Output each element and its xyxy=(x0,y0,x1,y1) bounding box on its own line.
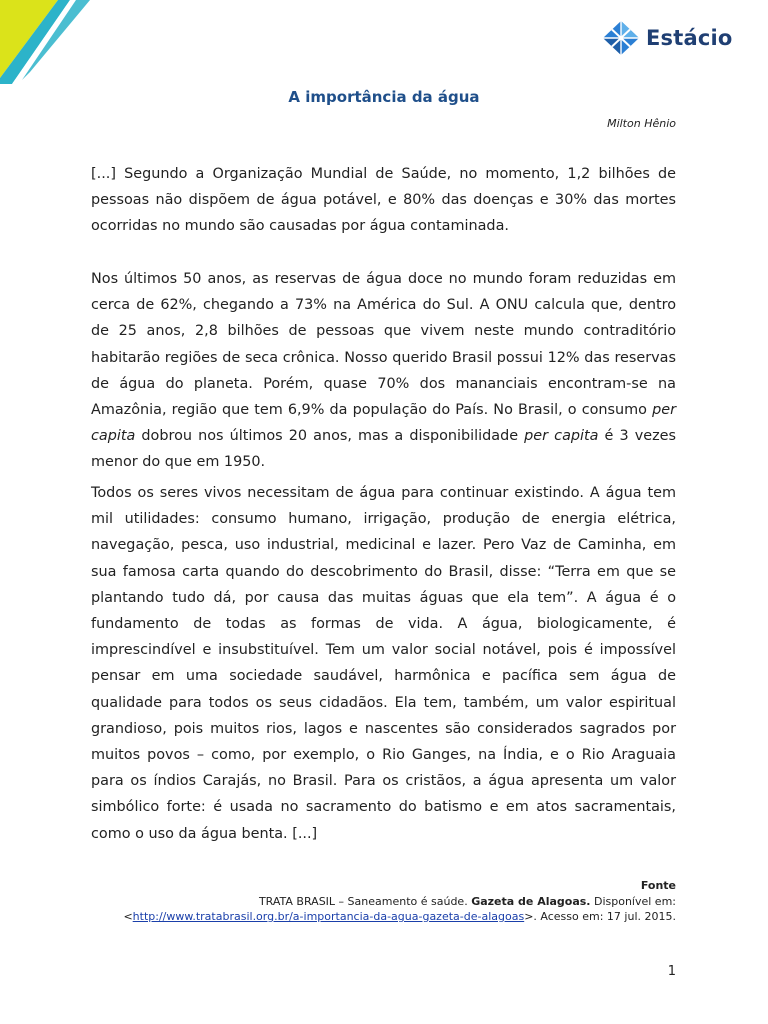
source-link[interactable]: http://www.tratabrasil.org.br/a-importancia-da-agua-gazeta-de-alagoas xyxy=(132,910,525,923)
paragraph-1: [...] Segundo a Organização Mundial de Saúde, no momento, 1,2 bilhões de pessoas não dispõem de água potável, e 80% das doenças e 30% das mortes ocorridas no mundo são causadas por água contaminada. xyxy=(91,166,676,235)
paragraph-3: Todos os seres vivos necessitam de água para continuar existindo. A água tem mil utilidades: consumo humano, irrigação, produção de energia elétrica, navegação, pesca, uso industrial, medicinal e lazer. Pero Vaz de Caminha, em sua famosa carta quando do descobrimento do Brasil, disse: “Terra em que se plantando tudo dá, por causa das muitas águas que ela tem”. A água é o fundamento de todas as formas de vida. A água, biologicamente, é imprescindível e insubstituível. Tem um valor social notável, pois é impossível pensar em uma sociedade saudável, harmônica e pacífica sem água de qualidade para todos os seus cidadãos. Ela tem, também, um valor espiritual grandioso, pois muitos rios, lagos e nascentes são considerados sagrados por muitos povos – como, por exemplo, o Rio Ganges, na Índia, e o Rio Araguaia para os índios Carajás, no Brasil. Para os cristãos, a água apresenta um valor simbólico forte: é usada no sacramento do batismo e em atos sacramentais, como o uso da água benta. [...] xyxy=(91,485,676,842)
paragraph-2-text-b: dobrou nos últimos 20 anos, mas a disponibilidade xyxy=(135,428,525,445)
page-number: 1 xyxy=(667,964,676,979)
url-open-bracket: < xyxy=(123,910,133,923)
author-name: Milton Hênio xyxy=(607,117,676,130)
source-line-2 xyxy=(76,909,676,925)
page-title: A importância da água xyxy=(288,88,480,106)
access-date: >. Acesso em: 17 jul. 2015. xyxy=(524,910,676,923)
source-citation xyxy=(76,878,676,925)
estacio-logo-icon xyxy=(602,20,640,56)
paragraph-2 xyxy=(91,266,676,476)
source-text: TRATA BRASIL – Saneamento é saúde. xyxy=(258,894,472,908)
source-available: Disponível em: xyxy=(590,894,676,908)
per-capita-term: per capita xyxy=(91,402,676,445)
source-line-1 xyxy=(76,894,676,910)
brand-logo xyxy=(602,20,733,56)
per-capita-term: per capita xyxy=(524,428,599,445)
paragraph-2-text-c: é 3 vezes menor do que em 1950. xyxy=(91,428,676,471)
source-publication: Gazeta de Alagoas. xyxy=(471,894,591,908)
source-heading: Fonte xyxy=(640,879,676,892)
brand-name: Estácio xyxy=(646,26,733,50)
paragraph-2-text-a: Nos últimos 50 anos, as reservas de água doce no mundo foram reduzidas em cerca de 62%, chegando a 73% na América do Sul. A ONU calcula que, dentro de 25 anos, 2,8 bilhões de pessoas que vivem neste mundo contraditório habitarão regiões de seca crônica. Nosso querido Brasil possui 12% das reservas de água do planeta. Porém, quase 70% dos mananciais encontram-se na Amazônia, região que tem 6,9% da população do País. No Brasil, o consumo xyxy=(91,271,676,419)
corner-accent-icon xyxy=(0,0,100,90)
